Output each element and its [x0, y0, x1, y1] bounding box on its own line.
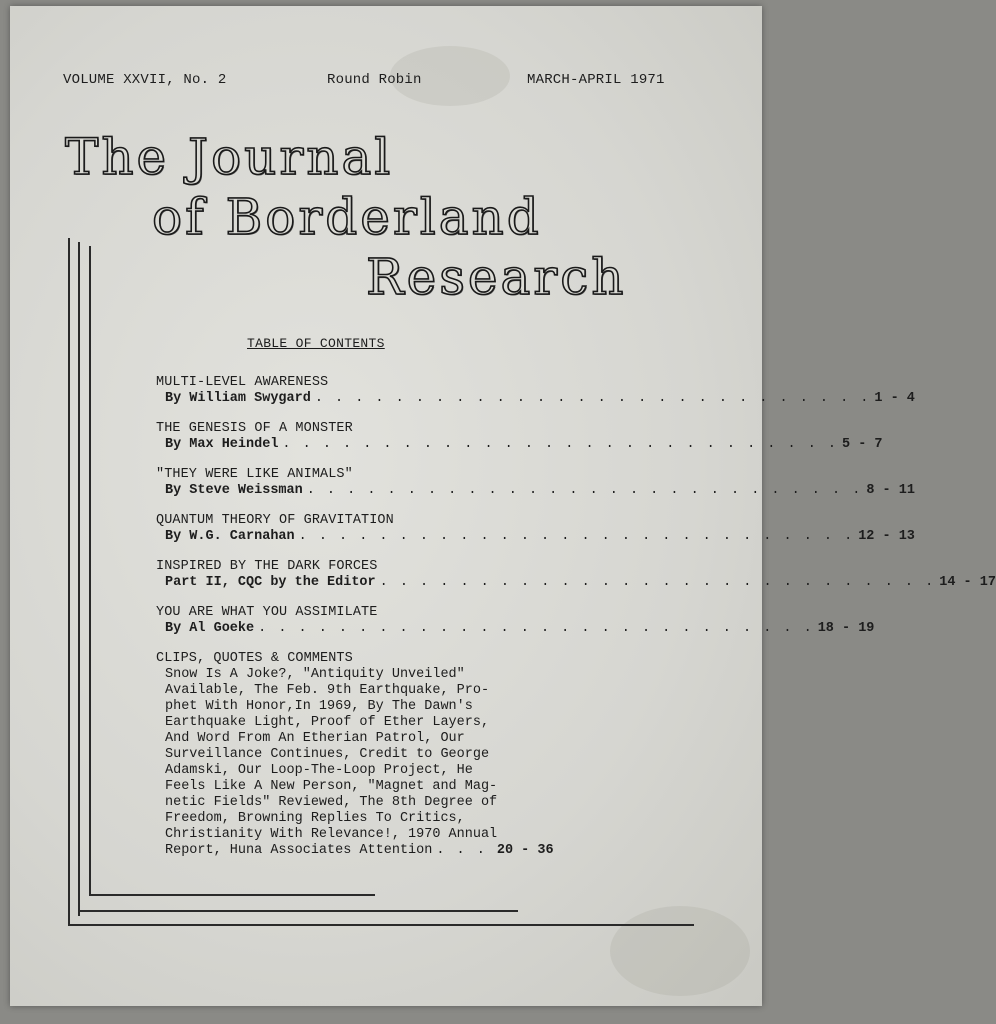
clips-text-line: And Word From An Etherian Patrol, Our — [165, 731, 465, 746]
journal-title-line-2: of Borderland — [152, 188, 542, 246]
toc-heading: TABLE OF CONTENTS — [247, 336, 385, 351]
toc-entry-pages: 14 - 17 — [939, 575, 996, 590]
toc-entry-byline: By W.G. Carnahan — [165, 529, 295, 544]
toc-entry-byline: By Max Heindel — [165, 437, 279, 452]
journal-title-line-3: Research — [366, 248, 627, 306]
toc-leader-dots: . . . . . . . . . . . . . . . . . . . . . . . . . . . . — [282, 437, 838, 452]
frame-rule-bottom-middle — [78, 910, 518, 912]
toc-leader-dots: . . . . . . . . . . . . . . . . . . . . . . . . . . . . — [258, 621, 814, 636]
toc-entry-byline: By Steve Weissman — [165, 483, 303, 498]
toc-entry — [156, 375, 915, 407]
toc-leader-dots: . . . . . . . . . . . . . . . . . . . . . . . . . . . . — [379, 575, 936, 590]
toc-entry-title: THE GENESIS OF A MONSTER — [156, 421, 353, 436]
toc-entry-pages: 5 - 7 — [842, 437, 883, 452]
toc-entry-pages: 8 - 11 — [866, 483, 915, 498]
clips-text-line: Christianity With Relevance!, 1970 Annual — [165, 827, 498, 842]
toc-entry — [156, 559, 996, 591]
journal-cover-page — [10, 6, 996, 1006]
clips-text-line: Surveillance Continues, Credit to George — [165, 747, 490, 762]
frame-rule-bottom-inner — [89, 894, 375, 896]
toc-entry-pages: 18 - 19 — [817, 621, 875, 636]
toc-entry — [156, 605, 875, 637]
toc-leader-dots: . . . . . . . . . . . . . . . . . . . . . . . . . . . . — [314, 391, 871, 406]
clips-text-line: Available, The Feb. 9th Earthquake, Pro- — [165, 683, 490, 698]
frame-rule-outer — [68, 238, 70, 926]
toc-leader-dots: . . . — [436, 843, 487, 858]
clips-text-line: phet With Honor,In 1969, By The Dawn's — [165, 699, 473, 714]
clips-text-line: Earthquake Light, Proof of Ether Layers, — [165, 715, 490, 730]
toc-entry — [156, 467, 915, 499]
toc-entry-byline: By William Swygard — [165, 391, 311, 406]
clips-text-line: Feels Like A New Person, "Magnet and Mag- — [165, 779, 498, 794]
toc-entry-pages: 1 - 4 — [874, 391, 915, 406]
toc-entry-clips — [156, 651, 616, 859]
frame-rule-middle — [78, 242, 80, 916]
paper-smudge — [610, 906, 750, 996]
journal-title-line-1: The Journal — [65, 128, 394, 186]
toc-leader-dots: . . . . . . . . . . . . . . . . . . . . . . . . . . . . — [306, 483, 863, 498]
issue-date: MARCH-APRIL 1971 — [527, 72, 665, 88]
clips-text-line: Report, Huna Associates Attention — [165, 843, 433, 858]
frame-rule-inner — [89, 246, 91, 896]
clips-text-line: Adamski, Our Loop-The-Loop Project, He — [165, 763, 473, 778]
toc-leader-dots: . . . . . . . . . . . . . . . . . . . . . . . . . . . . — [298, 529, 855, 544]
toc-entry-pages: 12 - 13 — [858, 529, 915, 544]
clips-text-line: Freedom, Browning Replies To Critics, — [165, 811, 465, 826]
frame-rule-bottom-outer — [68, 924, 694, 926]
volume-number: VOLUME XXVII, No. 2 — [63, 72, 227, 88]
toc-entry-title: CLIPS, QUOTES & COMMENTS — [156, 651, 353, 666]
toc-entry-byline: By Al Goeke — [165, 621, 255, 636]
table-of-contents — [156, 375, 996, 873]
clips-text-line: netic Fields" Reviewed, The 8th Degree of — [165, 795, 498, 810]
header-round-robin: Round Robin — [327, 72, 422, 88]
toc-entry — [156, 421, 883, 453]
toc-entry-title: INSPIRED BY THE DARK FORCES — [156, 559, 378, 574]
toc-entry-title: MULTI-LEVEL AWARENESS — [156, 375, 329, 390]
toc-entry — [156, 513, 915, 545]
toc-entry-title: "THEY WERE LIKE ANIMALS" — [156, 467, 353, 482]
toc-entry-title: YOU ARE WHAT YOU ASSIMILATE — [156, 605, 378, 620]
toc-entry-title: QUANTUM THEORY OF GRAVITATION — [156, 513, 394, 528]
toc-entry-pages: 20 - 36 — [496, 843, 554, 858]
clips-text-line: Snow Is A Joke?, "Antiquity Unveiled" — [165, 667, 465, 682]
toc-entry-byline: Part II, CQC by the Editor — [165, 575, 376, 590]
